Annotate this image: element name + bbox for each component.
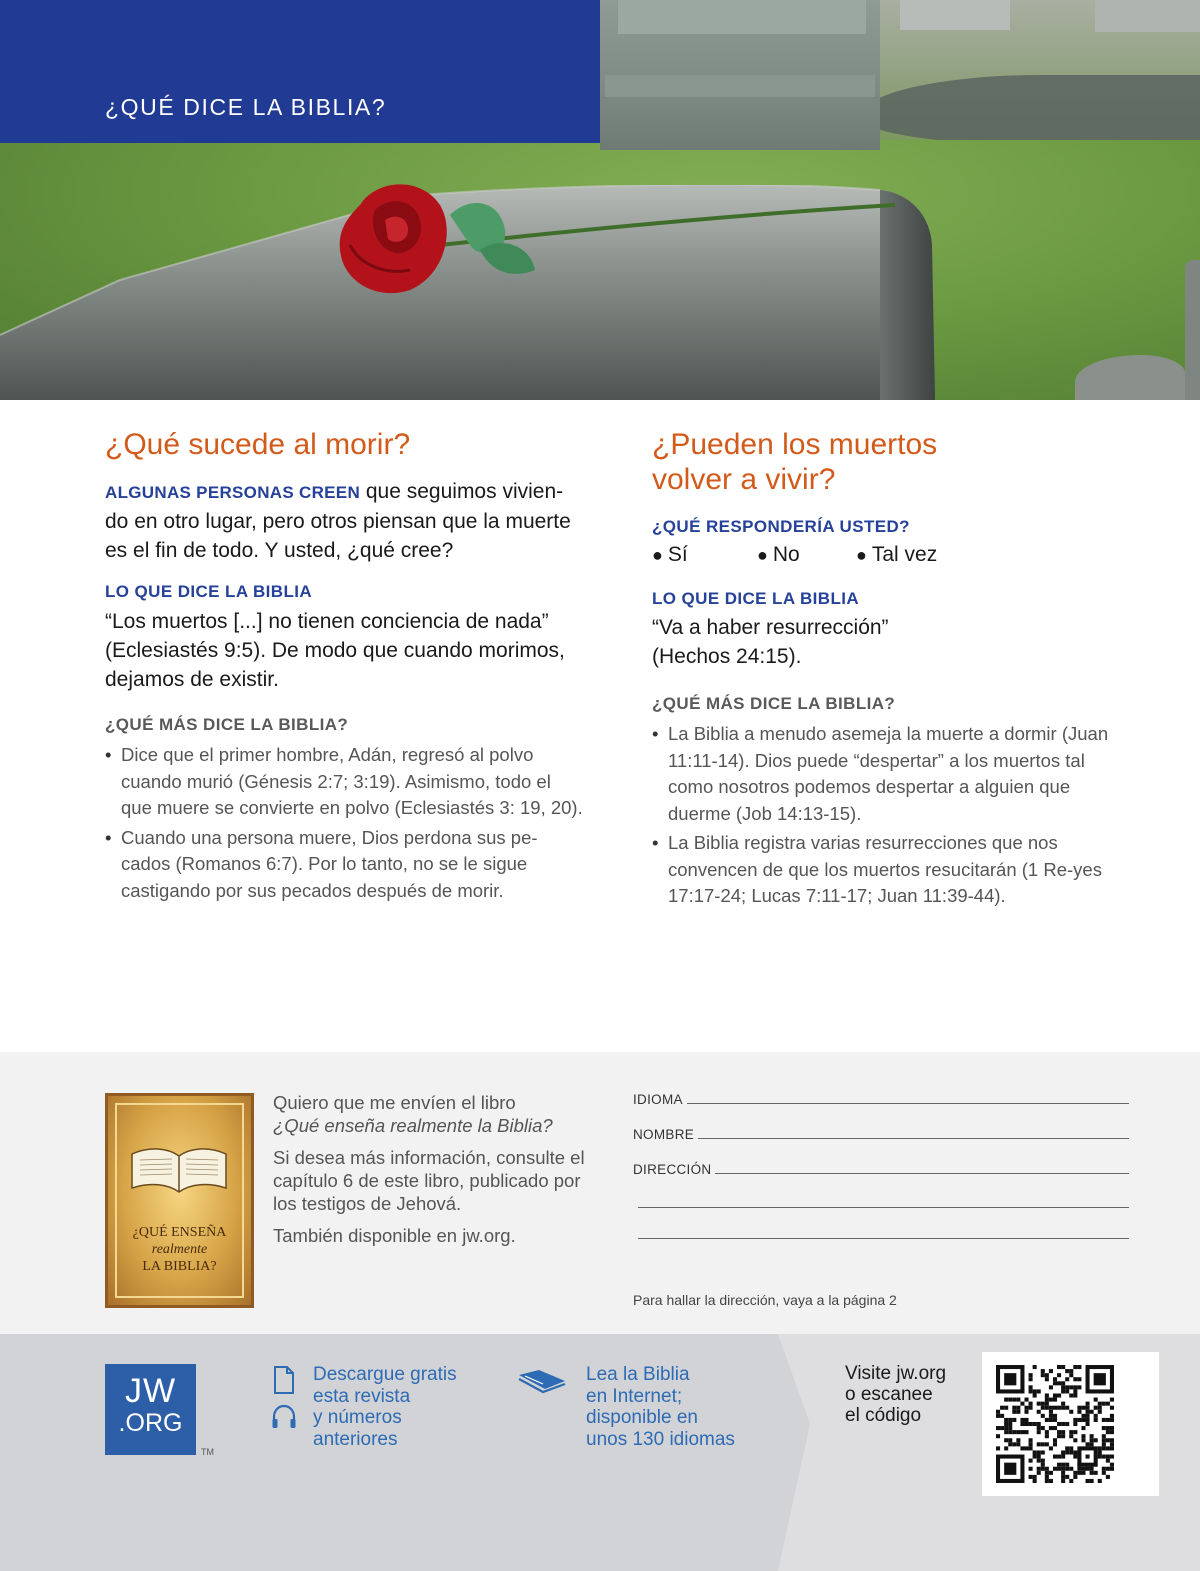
book-title-line2: realmente [151,1242,208,1257]
monument-cap [618,0,866,34]
right-heading [652,427,1122,497]
address-line-3[interactable] [638,1238,1129,1239]
document-icon [273,1366,295,1394]
bullet-icon: ● [757,544,768,565]
headphones-icon [271,1404,297,1430]
read-line: disponible en [586,1407,698,1428]
book-cover [105,1093,254,1308]
direccion-row [633,1162,1129,1197]
option-no[interactable] [757,543,856,567]
read-line: en Internet; [586,1385,683,1407]
hero-photo [0,0,1200,400]
download-line: esta revista [313,1385,411,1407]
left-more-label: ¿QUÉ MÁS DICE LA BIBLIA? [105,715,349,734]
list-item: • La Biblia registra varias resurrecciones que nos convencen de que los muertos resucitarán (1 Re-yes 17:17-24; Lucas 7:11-17; Juan 11:39-44). [652,830,1122,910]
direccion-field[interactable] [715,1162,1129,1174]
option-label: Sí [667,543,688,566]
visit-line: el código [845,1405,922,1426]
jw-org-logo[interactable] [105,1364,196,1455]
visit-line: Visite jw.org [845,1363,947,1384]
left-bullets [105,742,585,904]
request-text [273,1091,593,1137]
far-headstone-right [1095,0,1200,32]
monument-ledge [605,75,875,97]
list-item: • Dice que el primer hombre, Adán, regresó al polvo cuando murió (Génesis 2:7; 3:19). Asimismo, todo el que muere se convierte en polvo (Eclesiastés 3: 19, 20). [105,742,585,822]
right-quote-line2: (Hechos 24:15). [652,645,802,668]
right-bible-label: LO QUE DICE LA BIBLIA [652,589,860,608]
option-si[interactable] [652,543,757,567]
logo-line2: .ORG [118,1409,183,1437]
read-bible-text[interactable] [586,1364,735,1450]
open-bible-image [130,1140,228,1196]
list-item: • Cuando una persona muere, Dios perdona sus pe-cados (Romanos 6:7). Por lo tanto, no se le sigue castigando por sus pecados después de morir. [105,825,585,905]
right-quote-line1: “Va a haber resurrección” [652,616,889,639]
red-rose [330,175,900,325]
option-tal-vez[interactable] [856,543,937,567]
question-label: ¿QUÉ RESPONDERÍA USTED? [652,517,910,536]
book-title-line1: ¿QUÉ ENSEÑA [132,1225,227,1240]
download-line: anteriores [313,1428,398,1450]
open-book-icon [517,1367,567,1395]
title-banner [0,0,600,143]
right-heading-line1: ¿Pueden los muertos [652,428,938,461]
idioma-label: IDIOMA [633,1092,683,1107]
direccion-label: DIRECCIÓN [633,1162,712,1177]
nombre-label: NOMBRE [633,1127,695,1142]
right-heading-line2: volver a vivir? [652,463,836,496]
bullet-icon: ● [856,544,867,565]
download-line: Descargue gratis [313,1364,457,1385]
address-line-2[interactable] [638,1207,1129,1208]
right-more-label: ¿QUÉ MÁS DICE LA BIBLIA? [652,694,896,713]
bullet-icon: ● [652,544,663,565]
right-bullets [652,721,1122,910]
request-coupon [0,1052,1200,1334]
request-line1: Quiero que me envíen el libro [273,1092,516,1113]
address-note: Para hallar la dirección, vaya a la página 2 [633,1292,897,1308]
far-headstone [900,0,1010,30]
footer [0,1334,1200,1571]
visit-line: o escanee [845,1384,933,1405]
download-line: y números [313,1407,402,1428]
right-column [652,427,1122,913]
info-text: Si desea más información, consulte el capítulo 6 de este libro, publicado por los testigos de Jehová. [273,1147,585,1214]
option-label: Tal vez [871,543,938,566]
left-bible-label: LO QUE DICE LA BIBLIA [105,582,313,601]
qr-code [996,1365,1114,1483]
edge-headstone [1185,260,1200,400]
nombre-row [633,1127,1129,1162]
idioma-row [633,1092,1129,1127]
book-name: ¿Qué enseña realmente la Biblia? [273,1115,553,1136]
left-quote: “Los muertos [...] no tienen conciencia de nada” (Eclesiastés 9:5). De modo que cuando morimos, dejamos de existir. [105,610,565,691]
banner-title: ¿QUÉ DICE LA BIBLIA? [105,94,387,120]
option-label: No [772,543,800,566]
trademark: TM [201,1447,214,1457]
read-line: unos 130 idiomas [586,1428,735,1450]
idioma-field[interactable] [687,1092,1129,1104]
logo-line1: JW [124,1372,177,1410]
book-title-line3: LA BIBLIA? [142,1259,217,1274]
book-title [108,1224,251,1275]
intro-text: que seguimos vivien-do en otro lugar, pero otros piensan que la muerte es el fin de todo. Y usted, ¿qué cree? [105,480,571,562]
availability-text: También disponible en jw.org. [273,1225,516,1246]
left-intro [105,477,585,565]
download-text[interactable] [313,1364,457,1450]
visit-text [845,1363,946,1426]
answer-options [652,543,1122,567]
intro-caps: ALGUNAS PERSONAS CREEN [105,483,361,502]
coupon-description [273,1091,593,1256]
nombre-field[interactable] [698,1127,1129,1139]
qr-code-box[interactable] [982,1352,1159,1496]
right-quote [652,613,1122,671]
left-heading: ¿Qué sucede al morir? [105,428,411,461]
left-column [105,427,585,907]
read-line: Lea la Biblia [586,1364,690,1385]
list-item: • La Biblia a menudo asemeja la muerte a dormir (Juan 11:11-14). Dios puede “despertar” a los muertos tal como nosotros podemos despertar a alguien que duerme (Job 14:13-15). [652,721,1122,827]
address-form [633,1092,1129,1197]
